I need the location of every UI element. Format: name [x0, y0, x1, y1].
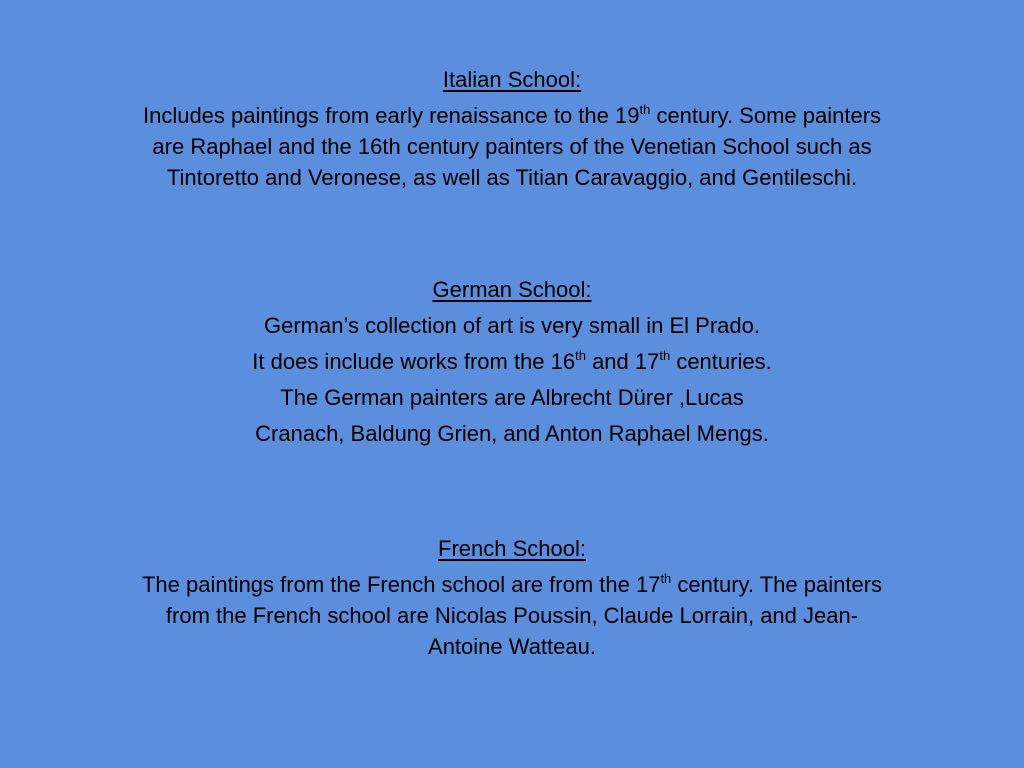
superscript: th [659, 348, 671, 363]
german-school-line-3: The German painters are Albrecht Dürer ,Lucas [280, 385, 744, 410]
superscript: th [639, 102, 651, 117]
french-school-text-line-2: from the French school are Nicolas Poussin, Claude Lorrain, and Jean- [165, 603, 859, 628]
german-school-line-4: Cranach, Baldung Grien, and Anton Raphael Mengs. [255, 421, 769, 446]
text-fragment: The paintings from the French school are from the 17 [141, 572, 661, 597]
text-fragment: century. The painters [671, 572, 883, 597]
superscript: th [575, 348, 586, 363]
italian-school-heading: Italian School: [442, 67, 582, 92]
text-fragment: and 17 [585, 349, 660, 374]
italian-school-section [80, 64, 944, 193]
german-school-line-2 [80, 346, 944, 377]
german-school-line-1: German’s collection of art is very small in El Prado. [264, 313, 760, 338]
french-school-section [80, 533, 944, 662]
italian-school-text-line-3: Tintoretto and Veronese, as well as Titian Caravaggio, and Gentileschi. [166, 165, 858, 190]
superscript: th [660, 571, 672, 586]
text-fragment: It does include works from the 16 [252, 349, 576, 374]
italian-school-text-line-2: are Raphael and the 16th century painters of the Venetian School such as [152, 134, 872, 159]
german-school-heading: German School: [432, 277, 592, 302]
text-fragment: centuries. [670, 349, 772, 374]
text-fragment: Includes paintings from early renaissance to the 19 [142, 103, 640, 128]
french-school-text-line-3: Antoine Watteau. [428, 634, 596, 659]
french-school-heading: French School: [438, 536, 586, 561]
italian-school-text-line-1 [80, 100, 944, 131]
german-school-section [80, 274, 944, 449]
text-fragment: century. Some painters [650, 103, 882, 128]
french-school-text-line-1 [80, 569, 944, 600]
